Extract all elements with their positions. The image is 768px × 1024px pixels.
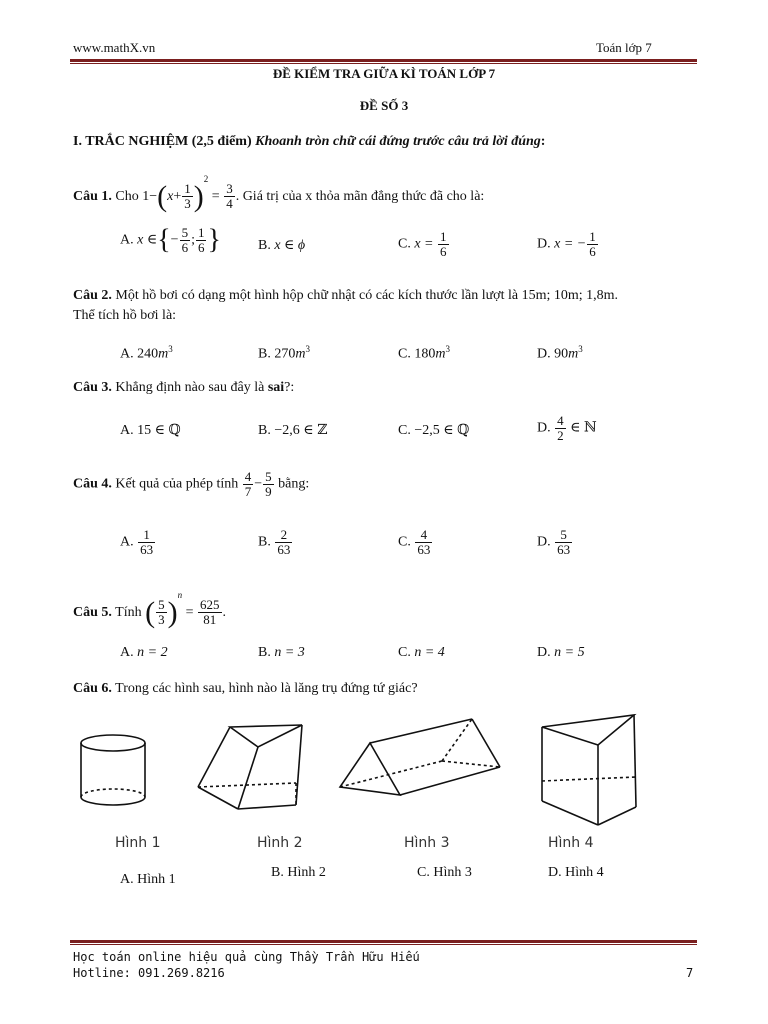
q4-option-a[interactable]: A. $\frac{1}{63}$ [120, 527, 154, 557]
section-instruction: Khoanh tròn chữ cái đứng trước câu trả lời đúng [255, 134, 541, 149]
q1-option-b[interactable]: B. x ∈ ϕ [258, 238, 306, 253]
q4-option-b[interactable]: B. $\frac{2}{63}$ [258, 527, 291, 557]
q6-text: Trong các hình sau, hình nào là lăng trụ đứng tứ giác? [115, 681, 418, 696]
q1-post: . Giá trị của x thỏa mãn đẳng thức đã cho là: [235, 189, 485, 204]
exam-title: ĐỀ KIỂM TRA GIỮA KÌ TOÁN LỚP 7 [272, 66, 496, 81]
header-subject: Toán lớp 7 [596, 40, 652, 55]
figure-2-frustum [198, 725, 302, 809]
q4-frac2: $\frac{5}{9}$ [265, 469, 272, 499]
figure-3-prism [340, 719, 500, 795]
q4-label: Câu 4. [73, 476, 112, 492]
q1-x: x [167, 189, 174, 204]
q6-option-a[interactable]: A. Hình 1 [120, 872, 176, 887]
q4-end: bằng: [278, 476, 310, 492]
q5-paren-close: ) [167, 595, 178, 629]
footer-rule-thin [70, 944, 697, 945]
figure-4-caption: Hình 4 [548, 835, 594, 851]
q3-option-c[interactable]: C. −2,5 ∈ ℚ [398, 423, 470, 438]
header-rule-thin [70, 63, 697, 64]
q6-option-d[interactable]: D. Hình 4 [548, 865, 604, 880]
question-2 [73, 287, 618, 305]
page-number: 7 [686, 966, 694, 980]
q4-option-d[interactable]: D. $\frac{5}{63}$ [537, 527, 571, 557]
q4-option-c[interactable]: C. $\frac{4}{63}$ [398, 527, 431, 557]
site-url: www.mathX.vn [73, 40, 156, 55]
figure-2-caption: Hình 2 [257, 835, 303, 851]
q4-frac1: $\frac{4}{7}$ [244, 469, 252, 499]
figure-1-caption: Hình 1 [115, 835, 161, 851]
question-6 [73, 680, 418, 698]
q2-option-a[interactable]: A. $240m^3$ [120, 344, 173, 362]
q1-one: 1 [142, 189, 150, 204]
q1-pre: Cho [115, 189, 139, 204]
section-colon: : [540, 134, 546, 149]
q2-option-d[interactable]: D. $90m^3$ [537, 344, 583, 362]
q5-option-a[interactable]: A. n = 2 [120, 645, 168, 660]
q1-minus: − [149, 189, 158, 204]
exam-number: ĐỀ SỐ 3 [359, 98, 409, 113]
q1-option-a[interactable]: A. x ∈{− $\frac{5}{6}$ ; $\frac{1}{6}$ } [120, 224, 221, 256]
q6-option-c[interactable]: C. Hình 3 [417, 865, 472, 880]
q5-result: $\frac{625}{81}$ [200, 597, 220, 628]
q3-option-a[interactable]: A. 15 ∈ ℚ [120, 423, 181, 438]
q1-eq: = [211, 189, 220, 204]
q1-label: Câu 1. [73, 189, 112, 204]
section-label: I. TRẮC NGHIỆM (2,5 điểm) [73, 134, 252, 149]
q1-paren-open: ( [157, 179, 168, 213]
q2-option-b[interactable]: B. $270m^3$ [258, 344, 310, 362]
q2-option-c[interactable]: C. $180m^3$ [398, 344, 450, 362]
q1-frac2: $\frac{3}{4}$ [226, 181, 233, 212]
q4-text: Kết quả của phép tính [115, 476, 239, 492]
question-3 [73, 379, 294, 397]
q5-paren-open: ( [145, 595, 156, 629]
q3-end: ?: [284, 380, 295, 395]
question-4 [73, 470, 309, 499]
q1-frac1: $\frac{1}{3}$ [184, 181, 191, 212]
q5-exp: n [177, 590, 183, 600]
q4-op: − [254, 476, 263, 492]
q3-label: Câu 3. [73, 380, 112, 395]
footer-promo: Học toán online hiệu quả cùng Thầy Trần Hữu Hiếu [73, 950, 420, 964]
q5-end: . [222, 605, 227, 620]
q5-label: Câu 5. [73, 605, 112, 620]
q2-text-2: Thể tích hồ bơi là: [73, 308, 177, 323]
figures-illustration [70, 705, 690, 845]
q3-text: Khẳng định nào sau đây là [115, 380, 265, 395]
q1-exp: 2 [203, 174, 209, 184]
q5-base: $\frac{5}{3}$ [158, 597, 165, 628]
q1-option-d[interactable]: D. x = − $\frac{1}{6}$ [537, 229, 596, 259]
q1-plus: + [173, 189, 182, 204]
q5-option-c[interactable]: C. n = 4 [398, 645, 445, 660]
q3-bold: sai [267, 380, 285, 395]
q5-text: Tính [115, 605, 142, 620]
q1-option-c[interactable]: C. x = $\frac{1}{6}$ [398, 229, 447, 259]
q1-paren-close: ) [193, 179, 204, 213]
q5-eq: = [185, 605, 194, 620]
figure-4-prism [542, 715, 636, 825]
header-rule-thick [70, 59, 697, 62]
question-1 [73, 170, 484, 211]
figure-3-caption: Hình 3 [404, 835, 450, 851]
q6-label: Câu 6. [73, 681, 112, 696]
q6-option-b[interactable]: B. Hình 2 [271, 865, 326, 880]
section-heading [73, 133, 545, 151]
q2-label: Câu 2. [73, 288, 112, 303]
q5-option-d[interactable]: D. n = 5 [537, 645, 585, 660]
q2-text-1: Một hồ bơi có dạng một hình hộp chữ nhật có các kích thước lần lượt là 15m; 10m; 1,8m. [115, 288, 619, 303]
question-5 [73, 586, 226, 627]
figure-1-cylinder [81, 735, 145, 805]
footer-rule-thick [70, 940, 697, 943]
q5-option-b[interactable]: B. n = 3 [258, 645, 305, 660]
footer-hotline: Hotline: 091.269.8216 [73, 966, 225, 980]
q3-option-b[interactable]: B. −2,6 ∈ ℤ [258, 423, 328, 438]
q3-option-d[interactable]: D. $\frac{4}{2}$ ∈ ℕ [537, 413, 597, 443]
